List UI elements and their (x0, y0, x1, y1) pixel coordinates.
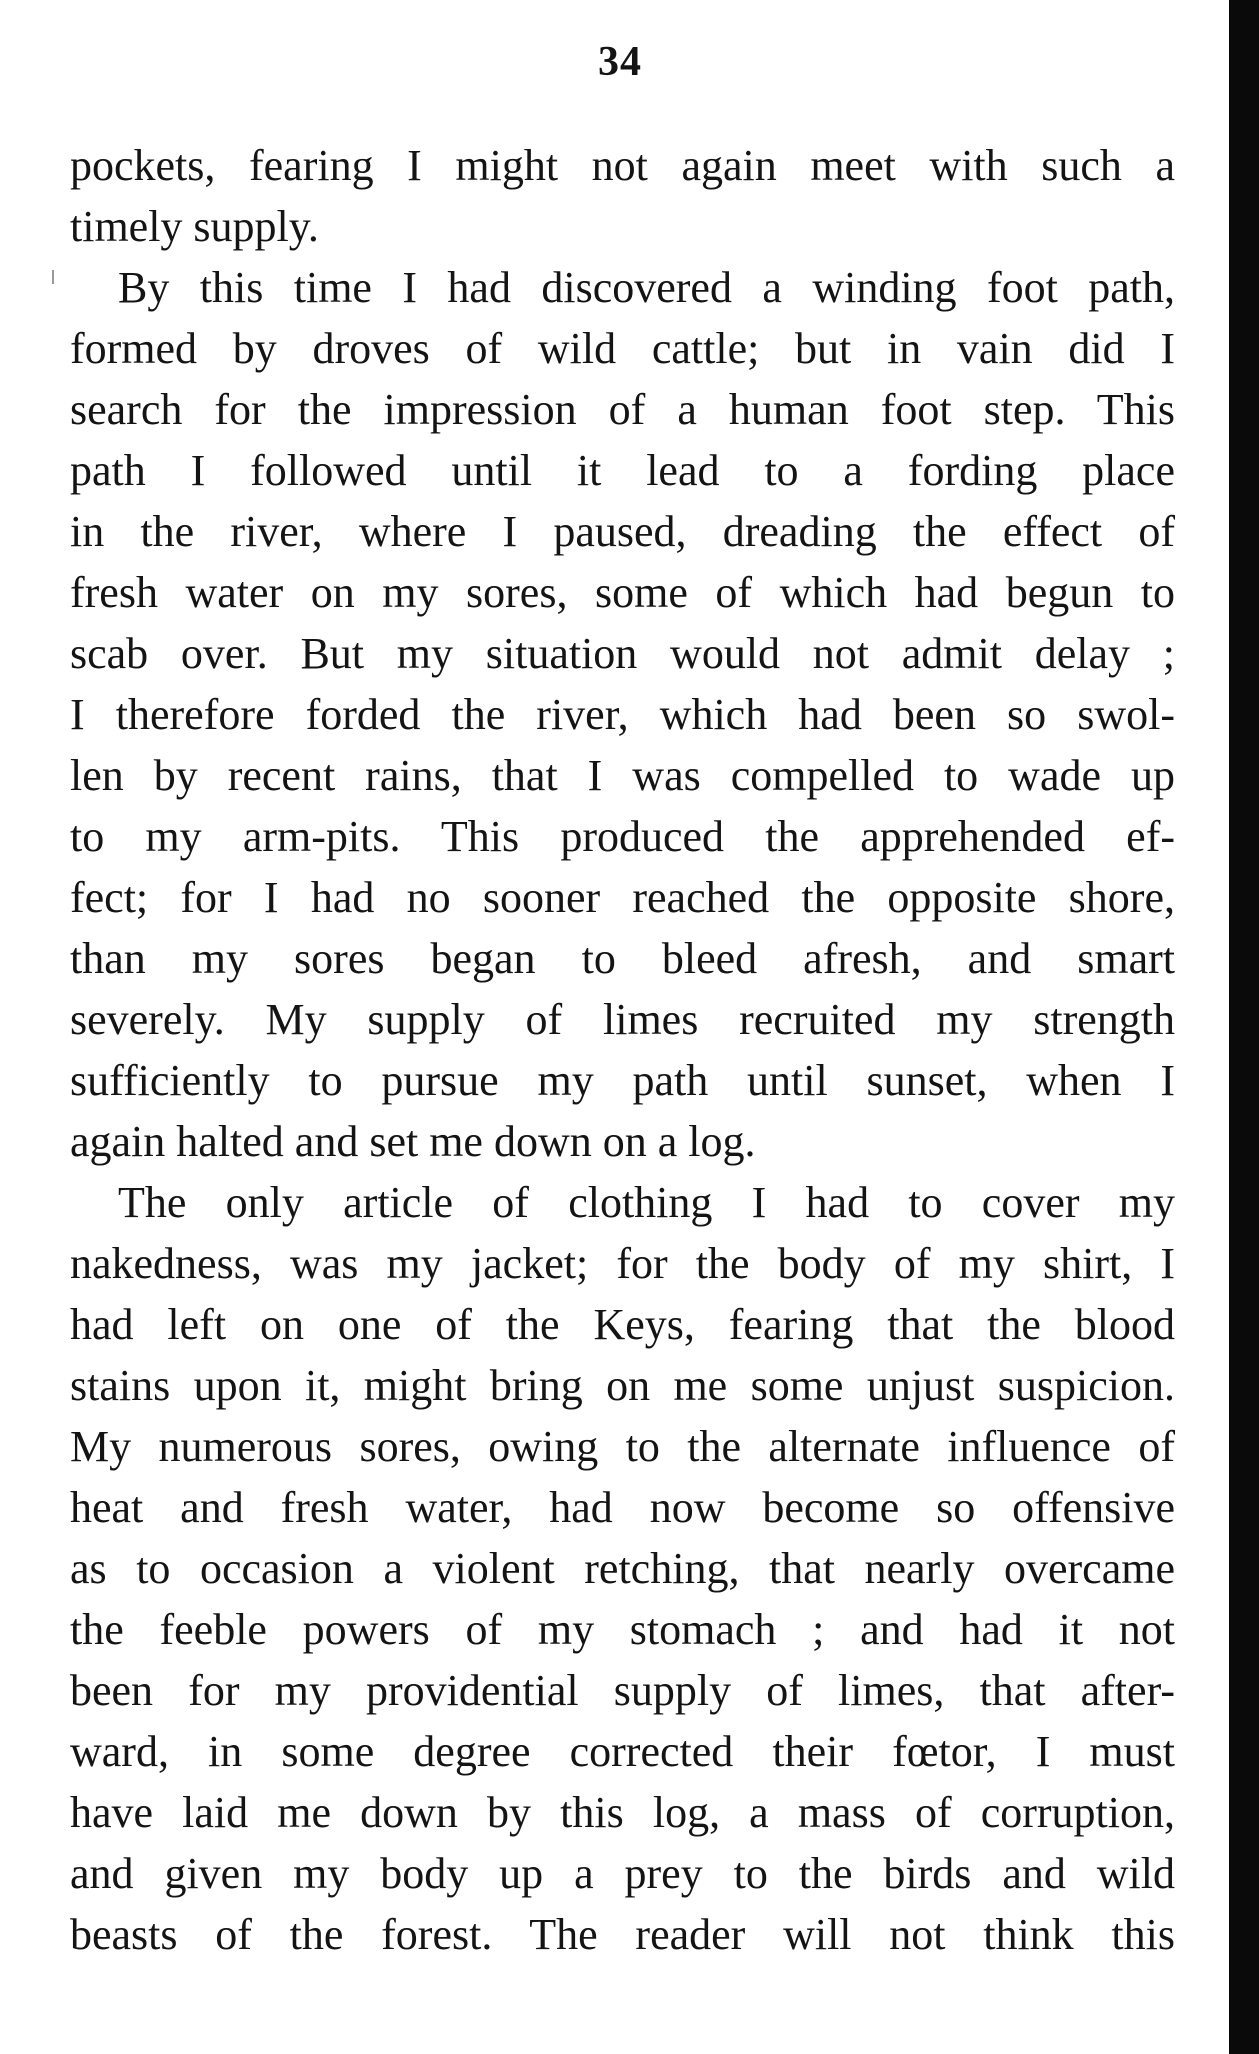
text-line: have laid me down by this log, a mass of corruption, (70, 1788, 1175, 1837)
page-number: 34 (598, 39, 642, 85)
text-line: The only article of clothing I had to cover my (118, 1178, 1175, 1227)
text-line: been for my providential supply of limes, that after- (70, 1666, 1175, 1715)
text-line: sufficiently to pursue my path until sunset, when I (70, 1056, 1175, 1105)
text-line: My numerous sores, owing to the alternate influence of (70, 1422, 1175, 1471)
text-line: pockets, fearing I might not again meet with such a (70, 141, 1175, 190)
text-line: fect; for I had no sooner reached the opposite shore, (70, 873, 1175, 922)
text-line: By this time I had discovered a winding foot path, (118, 263, 1175, 312)
text-line: had left on one of the Keys, fearing that the blood (70, 1300, 1175, 1349)
text-line: len by recent rains, that I was compelled to wade up (70, 751, 1175, 800)
body-text (70, 135, 1175, 1965)
text-line: nakedness, was my jacket; for the body of my shirt, I (70, 1239, 1175, 1288)
text-line: the feeble powers of my stomach ; and had it not (70, 1605, 1175, 1654)
text-line: timely supply. (70, 202, 319, 251)
text-line: formed by droves of wild cattle; but in vain did I (70, 324, 1175, 373)
text-line: scab over. But my situation would not admit delay ; (70, 629, 1175, 678)
text-line: path I followed until it lead to a fording place (70, 446, 1175, 495)
text-line: in the river, where I paused, dreading the effect of (70, 507, 1175, 556)
text-line: to my arm-pits. This produced the apprehended ef- (70, 812, 1175, 861)
binding-edge (1229, 0, 1259, 2054)
text-line: ward, in some degree corrected their fœtor, I must (70, 1727, 1175, 1776)
text-line: I therefore forded the river, which had been so swol- (70, 690, 1175, 739)
text-line: as to occasion a violent retching, that nearly overcame (70, 1544, 1175, 1593)
text-line: fresh water on my sores, some of which had begun to (70, 568, 1175, 617)
text-line: severely. My supply of limes recruited my strength (70, 995, 1175, 1044)
text-line: beasts of the forest. The reader will not think this (70, 1910, 1175, 1959)
text-line: search for the impression of a human foot step. This (70, 385, 1175, 434)
text-line: stains upon it, might bring on me some unjust suspicion. (70, 1361, 1175, 1410)
text-line: heat and fresh water, had now become so offensive (70, 1483, 1175, 1532)
text-line: again halted and set me down on a log. (70, 1117, 756, 1166)
text-line: and given my body up a prey to the birds and wild (70, 1849, 1175, 1898)
paper-speck (52, 270, 54, 284)
text-line: than my sores began to bleed afresh, and smart (70, 934, 1175, 983)
